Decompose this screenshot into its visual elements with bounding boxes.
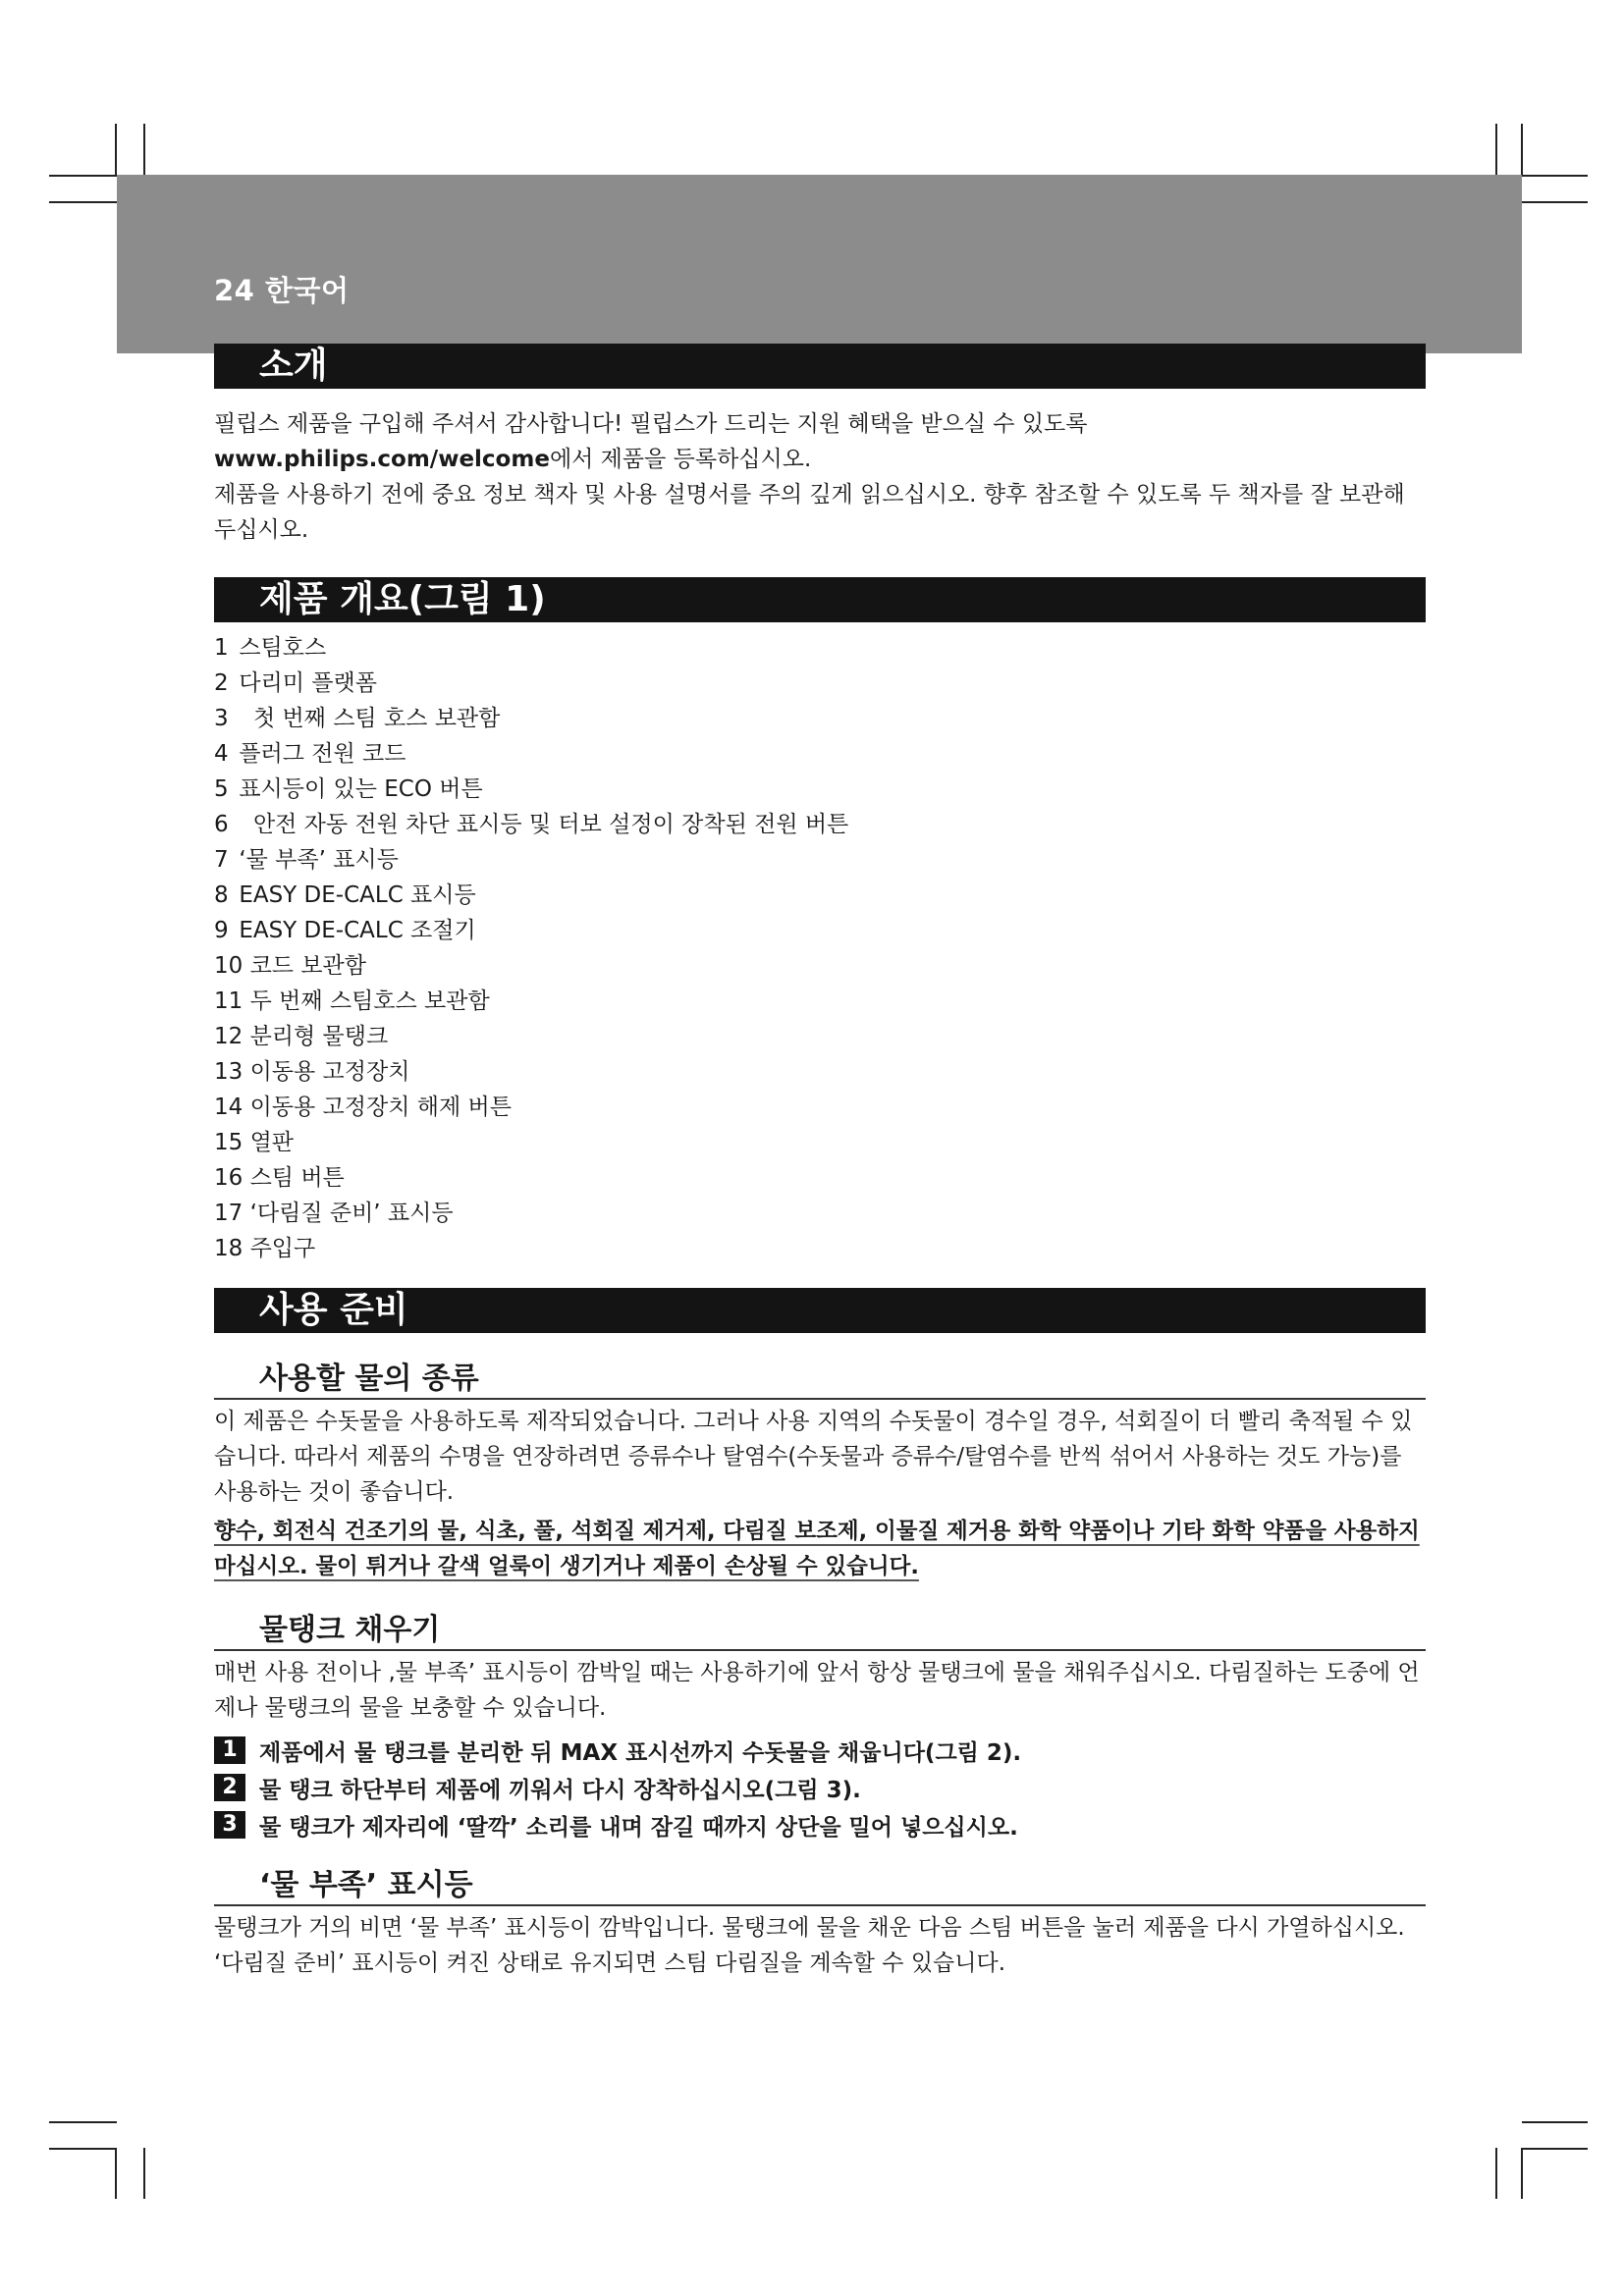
overview-list: [214, 630, 1426, 1266]
crop-mark: [143, 2148, 145, 2199]
intro-text: 필립스 제품을 구입해 주셔서 감사합니다! 필립스가 드리는 지원 혜택을 받으실 수 있도록: [214, 411, 1088, 437]
list-item: 1 스팀호스: [214, 635, 327, 661]
page-number: 24 한국어: [214, 274, 350, 307]
header-band: [117, 175, 1522, 353]
crop-mark: [143, 124, 145, 175]
crop-mark: [49, 201, 117, 203]
list-item: 2 다리미 플랫폼: [214, 670, 377, 696]
step-text: 물 탱크 하단부터 제품에 끼워서 다시 장착하십시오(그림 3).: [259, 1777, 861, 1803]
crop-mark: [1522, 201, 1588, 203]
intro-heading: 소개: [214, 344, 1426, 389]
prep-heading: 사용 준비: [214, 1288, 1426, 1333]
step-number: 1: [214, 1736, 245, 1764]
list-item: 13 이동용 고정장치: [214, 1059, 410, 1085]
step-number: 3: [214, 1811, 245, 1839]
intro-url-suffix: 에서 제품을 등록하십시오.: [549, 447, 812, 472]
list-item: 18 주입구: [214, 1236, 316, 1261]
crop-mark: [1495, 124, 1497, 175]
intro-paragraph-2: 제품을 사용하기 전에 중요 정보 책자 및 사용 설명서를 주의 깊게 읽으십시오. 향후 참조할 수 있도록 두 책자를 잘 보관해 두십시오.: [214, 482, 1405, 543]
step-1: [214, 1732, 1426, 1769]
list-item: 12 분리형 물탱크: [214, 1024, 389, 1049]
crop-mark: [115, 2148, 117, 2199]
list-item: 9 EASY DE-CALC 조절기: [214, 918, 476, 943]
registration-link[interactable]: www.philips.com/welcome: [214, 447, 550, 472]
low-water-body: 물탱크가 거의 비면 ‘물 부족’ 표시등이 깜박입니다. 물탱크에 물을 채운 다음 스팀 버튼을 눌러 제품을 다시 가열하십시오. ‘다림질 준비’ 표시등이 켜진 상태로 유지되면 스팀 다림질을 계속할 수 있습니다.: [214, 1915, 1405, 1976]
step-number: 2: [214, 1774, 245, 1801]
crop-mark: [1521, 124, 1523, 175]
list-item: 14 이동용 고정장치 해제 버튼: [214, 1095, 512, 1120]
list-item: 15 열판: [214, 1130, 295, 1155]
water-type-heading: 사용할 물의 종류: [214, 1361, 1426, 1400]
crop-mark: [49, 175, 117, 177]
crop-mark: [1521, 2148, 1523, 2199]
fill-tank-body: 매번 사용 전이나 ,물 부족’ 표시등이 깜박일 때는 사용하기에 앞서 항상 물탱크에 물을 채워주십시오. 다림질하는 도중에 언제나 물탱크의 물을 보충할 수 있습니다.: [214, 1660, 1420, 1721]
list-item: 7 ‘물 부족’ 표시등: [214, 847, 399, 873]
list-item: 16 스팀 버튼: [214, 1165, 345, 1191]
crop-mark: [115, 124, 117, 175]
low-water-heading: ‘물 부족’ 표시등: [214, 1867, 1426, 1906]
list-item: 3 첫 번째 스팀 호스 보관함: [214, 706, 501, 731]
page-content: [214, 344, 1426, 1981]
intro-paragraph-1: [214, 406, 1426, 477]
list-item: 10 코드 보관함: [214, 953, 366, 979]
crop-mark: [49, 2121, 117, 2123]
overview-heading: 제품 개요(그림 1): [214, 577, 1426, 622]
list-item: 4 플러그 전원 코드: [214, 741, 406, 767]
list-item: 8 EASY DE-CALC 표시등: [214, 882, 476, 908]
crop-mark: [1522, 175, 1588, 177]
crop-mark: [1495, 2148, 1497, 2199]
crop-mark: [49, 2148, 117, 2150]
fill-tank-heading: 물탱크 채우기: [214, 1612, 1426, 1651]
crop-mark: [1522, 2148, 1588, 2150]
step-2: [214, 1769, 1426, 1806]
list-item: 5 표시등이 있는 ECO 버튼: [214, 776, 483, 802]
list-item: 6 안전 자동 전원 차단 표시등 및 터보 설정이 장착된 전원 버튼: [214, 812, 849, 837]
step-3: [214, 1806, 1426, 1843]
list-item: 11 두 번째 스팀호스 보관함: [214, 988, 490, 1014]
crop-mark: [1522, 2121, 1588, 2123]
step-text: 물 탱크가 제자리에 ‘딸깍’ 소리를 내며 잠길 때까지 상단을 밀어 넣으십시오.: [259, 1814, 1018, 1841]
water-type-body: 이 제품은 수돗물을 사용하도록 제작되었습니다. 그러나 사용 지역의 수돗물이 경수일 경우, 석회질이 더 빨리 축적될 수 있습니다. 따라서 제품의 수명을 연장하려면 증류수나 탈염수(수돗물과 증류수/탈염수를 반씩 섞어서 사용하는 것도 가능)를 사용하는 것이 좋습니다.: [214, 1409, 1413, 1505]
list-item: 17 ‘다림질 준비’ 표시등: [214, 1201, 454, 1226]
warning-text: 향수, 회전식 건조기의 물, 식초, 풀, 석회질 제거제, 다림질 보조제, 이물질 제거용 화학 약품이나 기타 화학 약품을 사용하지 마십시오. 물이 튀거나 갈색 얼룩이 생기거나 제품이 손상될 수 있습니다.: [214, 1519, 1420, 1579]
step-text: 제품에서 물 탱크를 분리한 뒤 MAX 표시선까지 수돗물을 채웁니다(그림 2).: [259, 1739, 1022, 1766]
